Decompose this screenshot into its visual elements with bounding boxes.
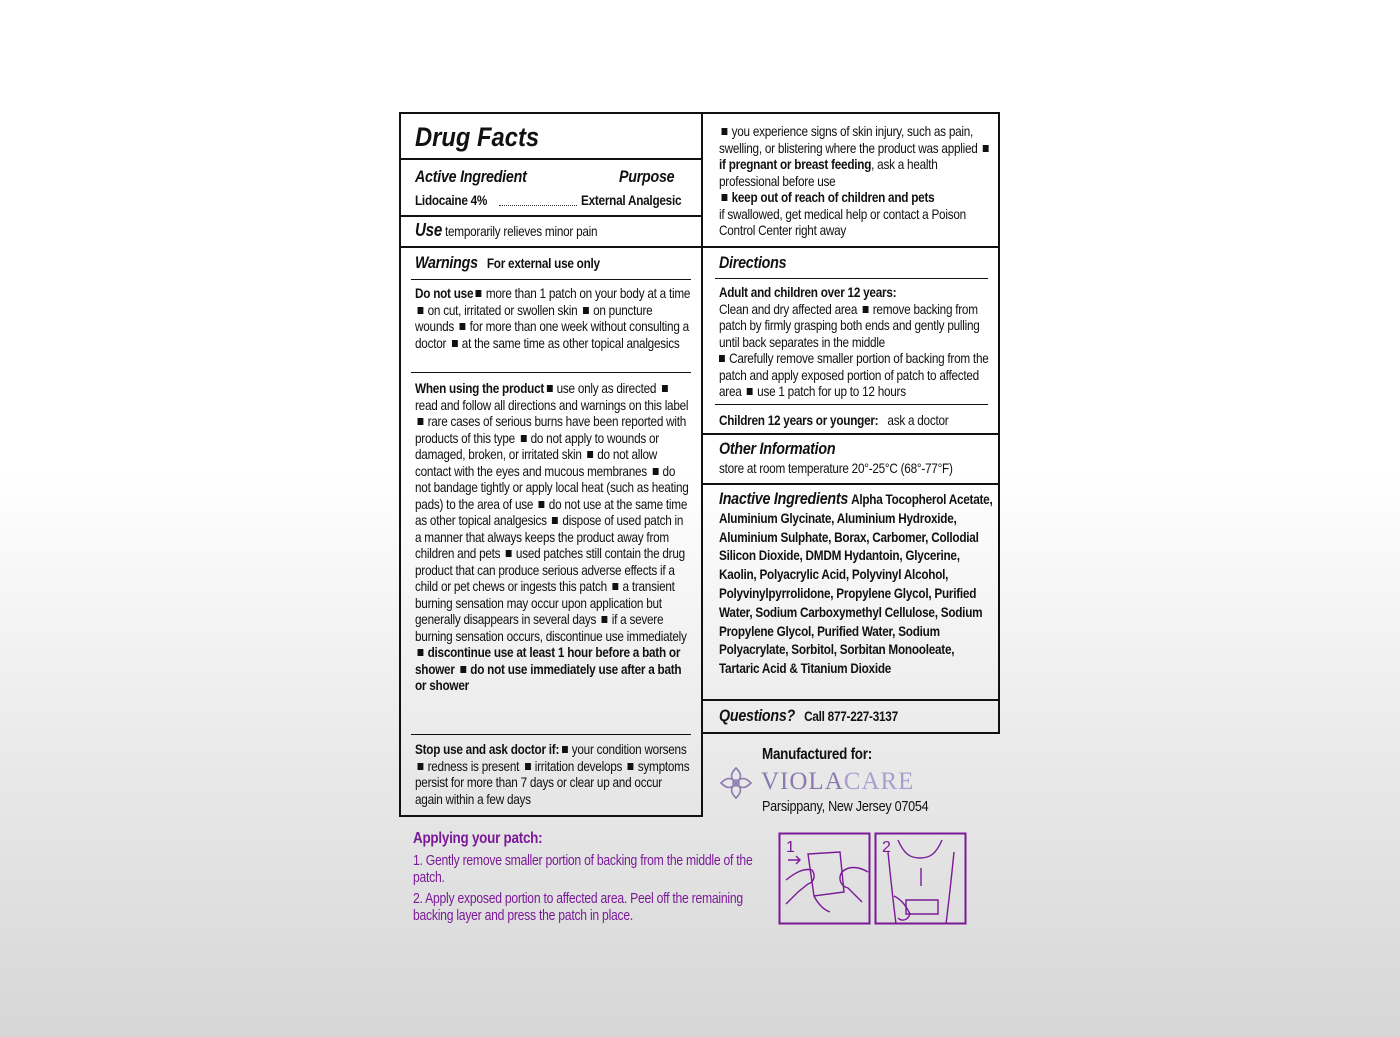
divider xyxy=(411,734,691,735)
applying-title: Applying your patch: xyxy=(413,830,543,847)
other-info-text: store at room temperature 20°-25°C (68°-77°F) xyxy=(719,460,953,476)
divider xyxy=(703,433,998,435)
divider xyxy=(411,372,691,373)
drug-facts-title: Drug Facts xyxy=(415,122,540,152)
figure-1-hands-icon xyxy=(786,852,868,912)
figure-1-number: 1 xyxy=(786,839,795,856)
violacare-wordmark: VIOLACARE xyxy=(761,768,915,795)
figure-2-number: 2 xyxy=(882,839,891,856)
divider xyxy=(703,246,998,248)
manufactured-for-label: Manufactured for: xyxy=(762,746,872,763)
purpose-heading: Purpose xyxy=(619,167,675,186)
manufacturer-address: Parsippany, New Jersey 07054 xyxy=(762,798,929,815)
applying-step-1: 1. Gently remove smaller portion of backing from the middle of the patch. xyxy=(413,853,753,886)
directions-heading: Directions xyxy=(719,253,787,272)
children-directions: Children 12 years or younger: ask a doctor xyxy=(719,412,949,428)
when-using-block: When using the product use only as directed read and follow all directions and warnings on this label rare cases of serious burns have been reported with products of this type do not apply to wounds or damaged, broken, or irritated skin do not allow contact with the eyes and mucous membranes do not bandage tightly or apply local heat (such as heating pads) to the area of use do not use at the same time as other topical analgesics dispose of used patch in a manner that always keeps the product away from children and pets used patches still contain the drug product that can produce serious adverse effects if a child or pet chews or ingests this patch a transient burning sensation may occur upon application but generally disappears in several days if a severe burning sensation occurs, discontinue use immediately discontinue use at least 1 hour before a bath or shower do not use immediately use after a bath or shower xyxy=(415,380,689,693)
ingredient-purpose: External Analgesic xyxy=(581,192,682,208)
application-figures xyxy=(778,832,968,926)
other-info-heading: Other Information xyxy=(719,439,836,458)
stop-use-continued: you experience signs of skin injury, such as pain, swelling, or blistering where the product was applied if pregnant or breast feeding, ask a health professional before use keep out of reach of children and pets if swallowed, get medical help or contact a Poison Control Center right away xyxy=(719,123,996,239)
divider xyxy=(401,215,701,217)
divider xyxy=(411,279,691,280)
inactive-ingredients: Inactive Ingredients Alpha Tocopherol Acetate, Aluminium Glycinate, Aluminium Hydroxide, Aluminium Sulphate, Borax, Carbomer, Collodial Silicon Dioxide, DMDM Hydantoin, Glycerine, Kaolin, Polyacrylic Acid, Polyvinyl Alcohol, Polyvinylpyrrolidone, Propylene Glycol, Purified Water, Sodium Carboxymethyl Cellulose, Sodium Propylene Glycol, Purified Water, Sodium Polyacrylate, Sorbitol, Sorbitan Monooleate, Tartaric Acid & Titanium Dioxide xyxy=(719,489,993,677)
divider xyxy=(401,246,701,248)
violacare-logo-icon xyxy=(718,765,754,801)
divider xyxy=(715,404,988,405)
drug-facts-right-panel xyxy=(701,112,1000,734)
divider xyxy=(703,699,998,701)
stop-use-block: Stop use and ask doctor if: your condition worsens redness is present irritation develops symptoms persist for more than 7 days or clear up and occur again within a few days xyxy=(415,741,690,807)
use-line: Use temporarily relieves minor pain xyxy=(415,220,598,240)
applying-step-2: 2. Apply exposed portion to affected area. Peel off the remaining backing layer and press the patch in place. xyxy=(413,891,743,924)
questions-line: Questions? Call 877-227-3137 xyxy=(719,706,898,725)
divider xyxy=(715,278,988,279)
adult-directions: Adult and children over 12 years: Clean and dry affected area remove backing from patch by firmly grasping both ends and gently pulling until back separates in the middle Carefully remove smaller portion of backing from the patch and apply exposed portion of patch to affected area use 1 patch for up to 12 hours xyxy=(719,284,989,399)
do-not-use-block: Do not use more than 1 patch on your body at a time on cut, irritated or swollen skin on puncture wounds for more than one week without consulting a doctor at the same time as other topical analgesics xyxy=(415,285,691,351)
leader-dots xyxy=(499,205,577,206)
divider xyxy=(703,483,998,485)
divider xyxy=(401,158,701,160)
active-ingredient-heading: Active Ingredient xyxy=(415,167,527,186)
ingredient-name: Lidocaine 4% xyxy=(415,192,488,208)
warnings-heading: Warnings For external use only xyxy=(415,253,600,272)
drug-facts-left-panel xyxy=(399,112,703,817)
figure-2-back-icon xyxy=(888,840,954,924)
